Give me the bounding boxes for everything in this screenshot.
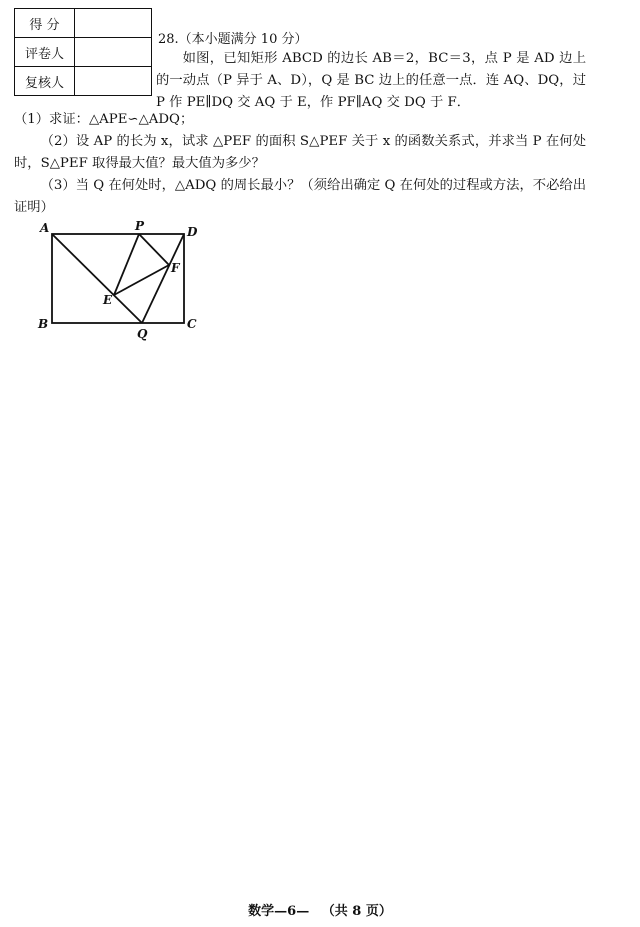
segment-aq (52, 234, 142, 323)
question-part-1: （1）求证：△APE∽△ADQ； (14, 112, 194, 127)
reviewer-row (15, 67, 152, 96)
rectangle-abcd (52, 234, 184, 323)
label-a: A (40, 221, 50, 235)
question-stem: 如图，已知矩形 ABCD 的边长 AB＝2，BC＝3，点 P 是 AD 边上的一动点（P 异于 A、D），Q 是 BC 边上的任意一点．连 AQ、DQ，过 P 作 PE∥DQ 交 AQ 于 E，作 PF∥AQ 交 DQ 于 F． (156, 51, 586, 110)
score-row (15, 9, 152, 38)
grader-value-cell (75, 38, 152, 67)
grader-row (15, 38, 152, 67)
label-e: E (103, 293, 113, 307)
segment-pe (114, 234, 139, 295)
segment-ef (114, 265, 169, 295)
label-c: C (187, 317, 197, 331)
question-title: 28.（本小题满分 10 分） (158, 32, 308, 47)
page-number: 数学—6— (248, 904, 310, 919)
segment-pf (139, 234, 169, 265)
score-table (14, 8, 152, 96)
label-b: B (38, 317, 49, 331)
label-d: D (187, 225, 198, 239)
grader-label: 评卷人 (15, 38, 75, 67)
question-part-3: （3）当 Q 在何处时，△ADQ 的周长最小？（须给出确定 Q 在何处的过程或方法，不必给出证明） (14, 178, 586, 215)
page-footer (0, 900, 640, 919)
label-p: P (135, 219, 145, 233)
score-value-cell (75, 9, 152, 38)
segment-dq (142, 234, 184, 323)
label-q: Q (137, 327, 148, 341)
page-total: （共 8 页） (321, 904, 392, 919)
label-f: F (171, 261, 180, 275)
question-part-2: （2）设 AP 的长为 x，试求 △PEF 的面积 S△PEF 关于 x 的函数关系式，并求当 P 在何处时，S△PEF 取得最大值？最大值为多少？ (14, 134, 586, 171)
reviewer-value-cell (75, 67, 152, 96)
geometry-figure (36, 218, 206, 342)
reviewer-label: 复核人 (15, 67, 75, 96)
score-label: 得 分 (15, 9, 75, 38)
